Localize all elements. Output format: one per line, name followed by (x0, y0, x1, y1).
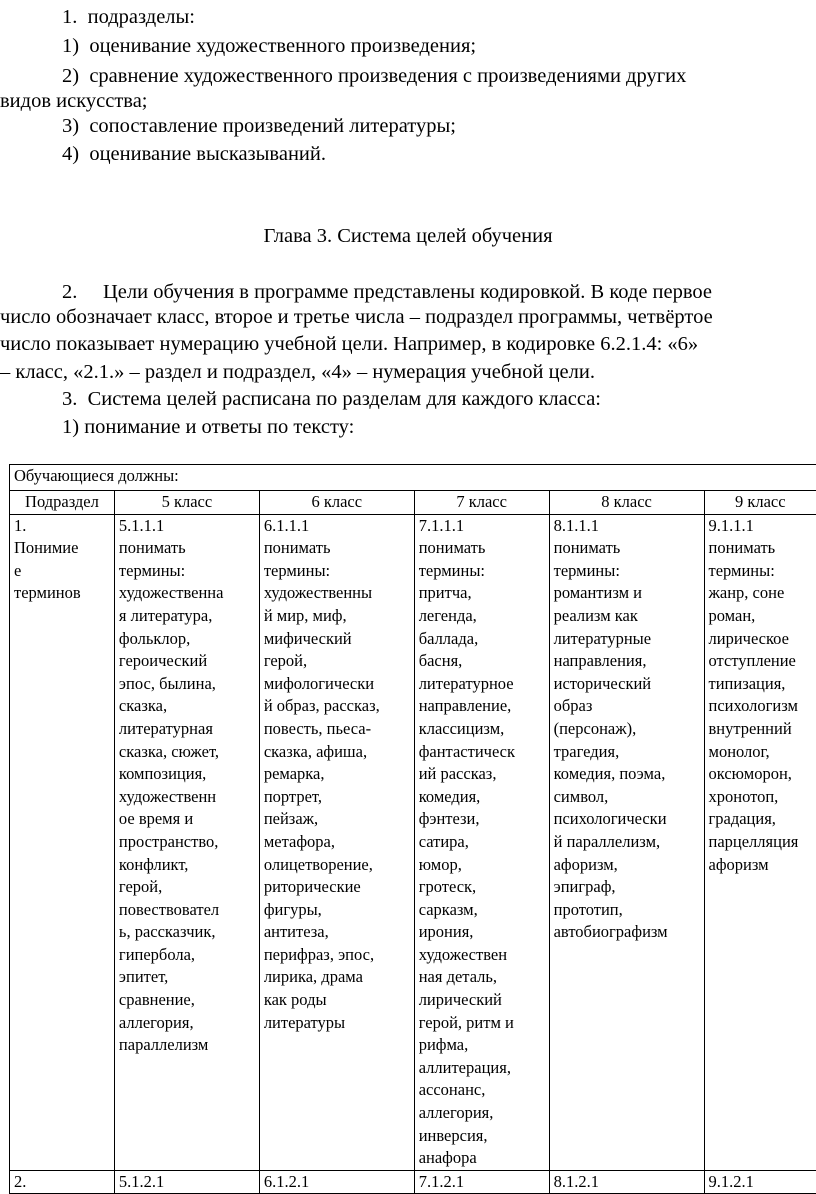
row1-grade-8-cell (549, 514, 704, 1170)
row2-grade-8-cell: 8.1.2.1 (549, 1170, 704, 1194)
list-item-2-text: 2) сравнение художественного произведения с произведениями других (62, 64, 686, 88)
list-intro: 1. подразделы: (62, 5, 195, 29)
row1-grade-9-cell (704, 514, 816, 1170)
header-subsection: Подраздел (10, 491, 115, 515)
row1-subsection-text: 1. Понимиe е терминов (14, 515, 110, 605)
row2-subsection-cell: 2. (10, 1170, 115, 1194)
table-row (10, 1170, 816, 1194)
row1-grade-6-text: 6.1.1.1 понимать термины: художественны й мир, миф, мифический герой, мифологически й образ, рассказ, повесть, пьеса- сказка, афиша, ремарка, портрет, пейзаж, метафора, олицетворение, риторические фигуры, антитеза, перифраз, эпос, лирика, драма как роды литературы (264, 515, 410, 1035)
table-header-row (10, 491, 816, 515)
list-item-2 (0, 64, 816, 88)
paragraph-2-line-1: 2. Цели обучения в программе представлены кодировкой. В коде первое (62, 280, 712, 304)
row1-grade-6-cell (259, 514, 414, 1170)
chapter-title: Глава 3. Система целей обучения (0, 224, 816, 248)
paragraph-3: 3. Система целей расписана по разделам для каждого класса: (62, 387, 601, 411)
row2-grade-6-cell: 6.1.2.1 (259, 1170, 414, 1194)
row1-grade-5-cell (114, 514, 259, 1170)
table-row (10, 514, 816, 1170)
row2-grade-9-cell: 9.1.2.1 (704, 1170, 816, 1194)
list-item-3: 3) сопоставление произведений литературы; (62, 114, 456, 138)
learning-goals-table (9, 464, 816, 1194)
list-item-1: 1) оценивание художественного произведения; (62, 34, 476, 58)
table-caption (10, 465, 816, 491)
row1-grade-5-text: 5.1.1.1 понимать термины: художественна я литература, фольклор, героический эпос, былина, сказка, литературная сказка, сюжет, композиция, художественн ое время и пространство, конфликт, герой, повествовател ь, рассказчик, гипербола, эпитет, сравнение, аллегория, параллелизм (119, 515, 255, 1057)
header-grade-9: 9 класс (704, 491, 816, 515)
row2-grade-5-cell: 5.1.2.1 (114, 1170, 259, 1194)
row1-grade-9-text: 9.1.1.1 понимать термины: жанр, соне роман, лирическое отступление типизация, психологизм внутренний монолог, оксюморон, хронотоп, градация, парцелляция афоризм (709, 515, 813, 877)
table-caption-text: Обучающиеся должны: (14, 466, 179, 485)
row1-subsection-cell (10, 514, 115, 1170)
table-caption-row (10, 465, 816, 491)
paragraph-2-line-4: – класс, «2.1.» – раздел и подраздел, «4» – нумерация учебной цели. (0, 360, 595, 384)
header-grade-8: 8 класс (549, 491, 704, 515)
header-grade-7: 7 класс (414, 491, 549, 515)
row2-grade-7-cell: 7.1.2.1 (414, 1170, 549, 1194)
list-item-2-continued: видов искусства; (0, 89, 147, 113)
row1-grade-7-cell (414, 514, 549, 1170)
row1-grade-7-text: 7.1.1.1 понимать термины: притча, легенда, баллада, басня, литературное направление, классицизм, фантастическ ий рассказ, комедия, фэнтези, сатира, юмор, гротеск, сарказм, ирония, художествен ная деталь, лирический герой, ритм и рифма, аллитерация, ассонанс, аллегория, инверсия, анафора (419, 515, 545, 1170)
header-grade-6: 6 класс (259, 491, 414, 515)
row1-grade-8-text: 8.1.1.1 понимать термины: романтизм и реализм как литературные направления, исторический образ (персонаж), трагедия, комедия, поэма, символ, психологически й параллелизм, афоризм, эпиграф, прототип, автобиографизм (554, 515, 700, 944)
list-item-4: 4) оценивание высказываний. (62, 142, 326, 166)
paragraph-2-line-2: число обозначает класс, второе и третье числа – подраздел программы, четвёртое (0, 305, 713, 329)
header-grade-5: 5 класс (114, 491, 259, 515)
section-1-heading: 1) понимание и ответы по тексту: (62, 415, 354, 439)
paragraph-2-line-3: число показывает нумерацию учебной цели. Например, в кодировке 6.2.1.4: «6» (0, 332, 698, 356)
